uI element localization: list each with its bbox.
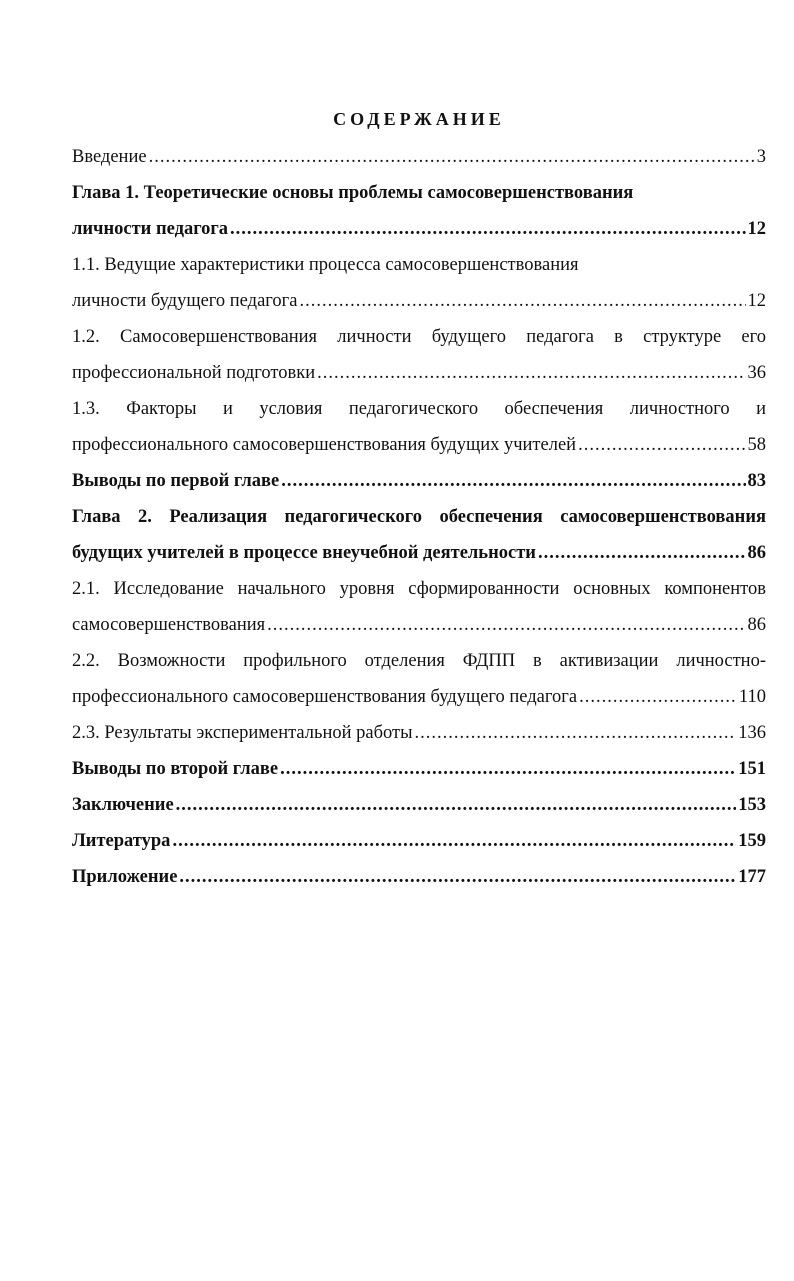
page-title: СОДЕРЖАНИЕ xyxy=(333,109,505,129)
toc-entry-label: 2.3. Результаты экспериментальной работы xyxy=(72,723,413,743)
toc-entry-label-line1: 1.1. Ведущие характеристики процесса самосовершенствования xyxy=(72,255,579,275)
dot-leader xyxy=(538,535,746,571)
toc-entry-label-line1: 1.2. Самосовершенствования личности будущего педагога в структуре его xyxy=(72,327,766,347)
toc-entry-section-1-2[interactable] xyxy=(72,319,766,391)
dot-leader xyxy=(280,751,736,787)
toc-entry-section-2-1[interactable] xyxy=(72,571,766,643)
dot-leader xyxy=(267,607,745,643)
toc-list xyxy=(72,140,766,895)
dot-leader xyxy=(149,140,755,175)
toc-page-number: 159 xyxy=(738,831,766,851)
toc-page-number: 86 xyxy=(747,615,766,635)
toc-entry-label: профессионального самосовершенствования будущих учителей xyxy=(72,435,577,455)
toc-page-number: 151 xyxy=(738,759,766,779)
toc-entry-label-line1: 2.2. Возможности профильного отделения ФДПП в активизации личностно- xyxy=(72,651,766,671)
toc-page-number: 177 xyxy=(738,867,766,887)
toc-page-number: 110 xyxy=(738,687,766,707)
toc-entry-label: личности будущего педагога xyxy=(72,291,298,311)
toc-page-number: 36 xyxy=(747,363,766,383)
toc-entry-section-2-3[interactable] xyxy=(72,715,766,751)
toc-entry-chapter-1[interactable] xyxy=(72,175,766,247)
dot-leader xyxy=(317,355,745,391)
toc-entry-label: Введение xyxy=(72,147,147,167)
toc-entry-label: Выводы по первой главе xyxy=(72,471,280,491)
toc-entry-appendix[interactable] xyxy=(72,859,766,895)
toc-entry-label: Приложение xyxy=(72,867,178,887)
toc-entry-label-line1: Глава 2. Реализация педагогического обеспечения самосовершенствования xyxy=(72,507,766,527)
toc-page-number: 3 xyxy=(756,147,766,167)
dot-leader xyxy=(176,787,737,823)
toc-entry-label-line1: Глава 1. Теоретические основы проблемы самосовершенствования xyxy=(72,183,634,203)
toc-page-number: 12 xyxy=(747,291,766,311)
dot-leader xyxy=(579,679,737,715)
toc-page-number: 153 xyxy=(738,795,766,815)
dot-leader xyxy=(179,859,736,895)
toc-entry-section-1-1[interactable] xyxy=(72,247,766,319)
toc-entry-conclusions-chapter-1[interactable] xyxy=(72,463,766,499)
toc-entry-label: личности педагога xyxy=(72,219,229,239)
dot-leader xyxy=(578,427,745,463)
toc-page-number: 83 xyxy=(747,471,766,491)
toc-entry-label: Литература xyxy=(72,831,171,851)
toc-page-number: 86 xyxy=(747,543,766,563)
toc-entry-label: будущих учителей в процессе внеучебной деятельности xyxy=(72,543,536,563)
toc-entry-label-line1: 2.1. Исследование начального уровня сформированности основных компонентов xyxy=(72,579,766,599)
dot-leader xyxy=(230,211,745,247)
toc-entry-conclusions-chapter-2[interactable] xyxy=(72,751,766,787)
table-of-contents-page xyxy=(72,104,766,895)
toc-entry-section-2-2[interactable] xyxy=(72,643,766,715)
toc-entry-label: профессионального самосовершенствования будущего педагога xyxy=(72,687,578,707)
toc-entry-chapter-2[interactable] xyxy=(72,499,766,571)
toc-entry-label: Заключение xyxy=(72,795,174,815)
toc-page-number: 58 xyxy=(747,435,766,455)
dot-leader xyxy=(299,283,745,319)
toc-entry-label-line1: 1.3. Факторы и условия педагогического обеспечения личностного и xyxy=(72,399,766,419)
dot-leader xyxy=(281,463,745,499)
toc-entry-label: самосовершенствования xyxy=(72,615,266,635)
toc-entry-conclusion[interactable] xyxy=(72,787,766,823)
toc-entry-introduction[interactable] xyxy=(72,140,766,175)
dot-leader xyxy=(172,823,736,859)
toc-entry-label: профессиональной подготовки xyxy=(72,363,316,383)
dot-leader xyxy=(415,715,737,751)
toc-page-number: 12 xyxy=(747,219,766,239)
toc-entry-bibliography[interactable] xyxy=(72,823,766,859)
toc-page-number: 136 xyxy=(738,723,766,743)
toc-entry-section-1-3[interactable] xyxy=(72,391,766,463)
toc-entry-label: Выводы по второй главе xyxy=(72,759,279,779)
